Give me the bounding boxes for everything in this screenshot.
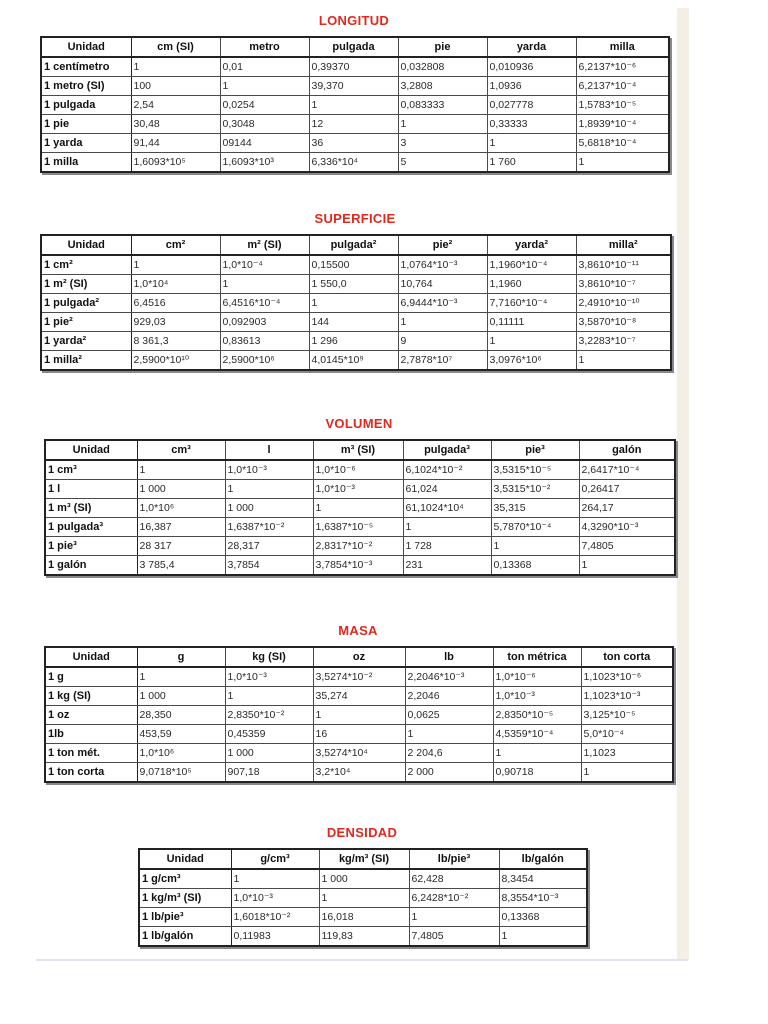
- row-label: 1 g: [45, 667, 137, 687]
- table-cell: 09144: [220, 134, 309, 153]
- table-cell: 1,0*10⁻⁶: [493, 667, 581, 687]
- table-cell: 1: [137, 667, 225, 687]
- table-cell: 1,1023*10⁻⁶: [581, 667, 673, 687]
- column-header: kg (SI): [225, 647, 313, 667]
- row-label: 1lb: [45, 725, 137, 744]
- table-cell: 8,3554*10⁻³: [499, 889, 587, 908]
- table-row: [139, 869, 587, 889]
- column-header: Unidad: [41, 235, 131, 255]
- column-header: lb/pie³: [409, 849, 499, 869]
- table-cell: 0,15500: [309, 255, 398, 275]
- table-cell: 1,0*10⁻⁴: [220, 255, 309, 275]
- table-cell: 1: [313, 706, 405, 725]
- table-row: [41, 275, 671, 294]
- table-row: [45, 556, 675, 576]
- table-row: [139, 889, 587, 908]
- table-cell: 1,6387*10⁻²: [225, 518, 313, 537]
- header-row: [41, 235, 671, 255]
- table-cell: 0,083333: [398, 96, 487, 115]
- table-cell: 1 296: [309, 332, 398, 351]
- table-cell: 2 204,6: [405, 744, 493, 763]
- table-cell: 1: [581, 763, 673, 783]
- table-cell: 1,0764*10⁻³: [398, 255, 487, 275]
- table-cell: 16,387: [137, 518, 225, 537]
- table-cell: 6,2137*10⁻⁶: [576, 57, 669, 77]
- table-cell: 1: [576, 153, 669, 173]
- table-cell: 0,0625: [405, 706, 493, 725]
- table-cell: 3,8610*10⁻⁷: [576, 275, 671, 294]
- table-row: [45, 518, 675, 537]
- table-row: [45, 744, 673, 763]
- table-row: [45, 706, 673, 725]
- table-cell: 1,5783*10⁻⁵: [576, 96, 669, 115]
- table-cell: 0,33333: [487, 115, 576, 134]
- column-header: Unidad: [139, 849, 231, 869]
- table-cell: 1: [225, 480, 313, 499]
- table-cell: 264,17: [579, 499, 675, 518]
- table-cell: 1,1960*10⁻⁴: [487, 255, 576, 275]
- row-label: 1 metro (SI): [41, 77, 131, 96]
- table-cell: 3 785,4: [137, 556, 225, 576]
- header-row: [45, 440, 675, 460]
- table-cell: 1: [487, 134, 576, 153]
- table-cell: 1,6093*10⁵: [131, 153, 220, 173]
- column-header: pie: [398, 37, 487, 57]
- table-cell: 100: [131, 77, 220, 96]
- table-cell: 1,0*10⁶: [137, 499, 225, 518]
- table-cell: 1,0*10⁻³: [493, 687, 581, 706]
- table-row: [41, 332, 671, 351]
- table-cell: 0,027778: [487, 96, 576, 115]
- table-row: [41, 134, 669, 153]
- table-cell: 907,18: [225, 763, 313, 783]
- table-cell: 1 000: [319, 869, 409, 889]
- table-cell: 7,4805: [409, 927, 499, 947]
- table-cell: 2,2046: [405, 687, 493, 706]
- right-margin-strip: [677, 8, 689, 960]
- table-cell: 2,2046*10⁻³: [405, 667, 493, 687]
- column-header: cm³: [137, 440, 225, 460]
- column-header: yarda²: [487, 235, 576, 255]
- table-cell: 0,39370: [309, 57, 398, 77]
- row-label: 1 pulgada: [41, 96, 131, 115]
- table-cell: 3,2283*10⁻⁷: [576, 332, 671, 351]
- column-header: pie²: [398, 235, 487, 255]
- table-cell: 1: [576, 351, 671, 371]
- table-cell: 12: [309, 115, 398, 134]
- table-cell: 2,54: [131, 96, 220, 115]
- table-cell: 3,2*10⁴: [313, 763, 405, 783]
- row-label: 1 kg (SI): [45, 687, 137, 706]
- section-volumen: [44, 413, 674, 571]
- table-cell: 16: [313, 725, 405, 744]
- table-cell: 6,4516*10⁻⁴: [220, 294, 309, 313]
- table-row: [139, 908, 587, 927]
- table-cell: 1 000: [225, 744, 313, 763]
- table-cell: 6,1024*10⁻²: [403, 460, 491, 480]
- table-cell: 62,428: [409, 869, 499, 889]
- column-header: ton corta: [581, 647, 673, 667]
- table-row: [45, 763, 673, 783]
- table-cell: 1,0*10⁶: [137, 744, 225, 763]
- row-label: 1 l: [45, 480, 137, 499]
- table-row: [45, 537, 675, 556]
- table-cell: 5: [398, 153, 487, 173]
- table-row: [45, 480, 675, 499]
- header-row: [41, 37, 669, 57]
- table-cell: 1,8939*10⁻⁴: [576, 115, 669, 134]
- table-row: [45, 460, 675, 480]
- table-row: [45, 667, 673, 687]
- row-label: 1 cm²: [41, 255, 131, 275]
- table-cell: 1: [409, 908, 499, 927]
- table-cell: 1: [225, 687, 313, 706]
- table-row: [41, 255, 671, 275]
- column-header: lb: [405, 647, 493, 667]
- table-cell: 0,092903: [220, 313, 309, 332]
- row-label: 1 milla: [41, 153, 131, 173]
- column-header: metro: [220, 37, 309, 57]
- column-header: oz: [313, 647, 405, 667]
- table-cell: 3,5274*10⁴: [313, 744, 405, 763]
- table-cell: 5,0*10⁻⁴: [581, 725, 673, 744]
- table-cell: 6,2428*10⁻²: [409, 889, 499, 908]
- table-row: [45, 725, 673, 744]
- column-header: ton métrica: [493, 647, 581, 667]
- table-cell: 4,0145*10⁹: [309, 351, 398, 371]
- header-row: [139, 849, 587, 869]
- table-cell: 1 000: [137, 480, 225, 499]
- table-cell: 3,2808: [398, 77, 487, 96]
- table-cell: 6,336*10⁴: [309, 153, 398, 173]
- row-label: 1 lb/galón: [139, 927, 231, 947]
- conversion-table: [138, 848, 588, 947]
- table-cell: 1: [309, 96, 398, 115]
- table-cell: 61,1024*10⁴: [403, 499, 491, 518]
- table-cell: 1,0*10⁻³: [225, 667, 313, 687]
- table-cell: 3,7854: [225, 556, 313, 576]
- table-cell: 1: [491, 537, 579, 556]
- column-header: pulgada³: [403, 440, 491, 460]
- table-cell: 35,315: [491, 499, 579, 518]
- column-header: galón: [579, 440, 675, 460]
- section-title: SUPERFICIE: [314, 211, 396, 226]
- table-cell: 3,125*10⁻⁵: [581, 706, 673, 725]
- table-cell: 1,0*10⁻³: [231, 889, 319, 908]
- table-cell: 5,7870*10⁻⁴: [491, 518, 579, 537]
- column-header: l: [225, 440, 313, 460]
- table-cell: 1: [131, 57, 220, 77]
- table-cell: 0,3048: [220, 115, 309, 134]
- section-masa: [44, 620, 672, 778]
- table-cell: 0,0254: [220, 96, 309, 115]
- table-cell: 2,5900*10¹⁰: [131, 351, 220, 371]
- column-header: lb/galón: [499, 849, 587, 869]
- table-cell: 3,5870*10⁻⁸: [576, 313, 671, 332]
- bottom-divider: [36, 959, 688, 961]
- column-header: pulgada²: [309, 235, 398, 255]
- table-cell: 91,44: [131, 134, 220, 153]
- table-cell: 231: [403, 556, 491, 576]
- table-cell: 1: [319, 889, 409, 908]
- column-header: pulgada: [309, 37, 398, 57]
- row-label: 1 m³ (SI): [45, 499, 137, 518]
- table-cell: 6,4516: [131, 294, 220, 313]
- column-header: kg/m³ (SI): [319, 849, 409, 869]
- section-densidad: [138, 822, 586, 944]
- table-cell: 6,9444*10⁻³: [398, 294, 487, 313]
- table-cell: 5,6818*10⁻⁴: [576, 134, 669, 153]
- table-cell: 4,5359*10⁻⁴: [493, 725, 581, 744]
- table-cell: 28,317: [225, 537, 313, 556]
- table-cell: 61,024: [403, 480, 491, 499]
- table-row: [45, 687, 673, 706]
- table-cell: 1,0*10⁴: [131, 275, 220, 294]
- table-cell: 144: [309, 313, 398, 332]
- table-cell: 10,764: [398, 275, 487, 294]
- table-row: [41, 96, 669, 115]
- table-cell: 453,59: [137, 725, 225, 744]
- table-cell: 1,6018*10⁻²: [231, 908, 319, 927]
- row-label: 1 yarda: [41, 134, 131, 153]
- section-title: LONGITUD: [318, 13, 390, 28]
- section-title: MASA: [338, 623, 378, 638]
- column-header: g: [137, 647, 225, 667]
- table-cell: 39,370: [309, 77, 398, 96]
- table-cell: 2,8350*10⁻²: [225, 706, 313, 725]
- table-cell: 16,018: [319, 908, 409, 927]
- section-superficie: [40, 208, 670, 366]
- row-label: 1 milla²: [41, 351, 131, 371]
- row-label: 1 pulgada²: [41, 294, 131, 313]
- table-cell: 1,0936: [487, 77, 576, 96]
- row-label: 1 m² (SI): [41, 275, 131, 294]
- table-cell: 8 361,3: [131, 332, 220, 351]
- row-label: 1 cm³: [45, 460, 137, 480]
- table-cell: 0,26417: [579, 480, 675, 499]
- row-label: 1 pie: [41, 115, 131, 134]
- table-cell: 0,11983: [231, 927, 319, 947]
- table-cell: 2,7878*10⁷: [398, 351, 487, 371]
- row-label: 1 kg/m³ (SI): [139, 889, 231, 908]
- table-cell: 1: [398, 313, 487, 332]
- column-header: milla²: [576, 235, 671, 255]
- column-header: yarda: [487, 37, 576, 57]
- table-cell: 1 760: [487, 153, 576, 173]
- row-label: 1 oz: [45, 706, 137, 725]
- table-cell: 0,13368: [491, 556, 579, 576]
- table-cell: 1,6387*10⁻⁵: [313, 518, 403, 537]
- table-row: [41, 351, 671, 371]
- row-label: 1 galón: [45, 556, 137, 576]
- column-header: cm (SI): [131, 37, 220, 57]
- table-cell: 1,1023*10⁻³: [581, 687, 673, 706]
- table-cell: 3,5274*10⁻²: [313, 667, 405, 687]
- table-cell: 0,83613: [220, 332, 309, 351]
- row-label: 1 g/cm³: [139, 869, 231, 889]
- table-cell: 2 000: [405, 763, 493, 783]
- conversion-table: [40, 36, 670, 173]
- table-cell: 1,0*10⁻³: [225, 460, 313, 480]
- table-cell: 1: [220, 77, 309, 96]
- table-row: [41, 313, 671, 332]
- table-cell: 0,010936: [487, 57, 576, 77]
- table-cell: 0,032808: [398, 57, 487, 77]
- table-cell: 1: [137, 460, 225, 480]
- table-cell: 6,2137*10⁻⁴: [576, 77, 669, 96]
- row-label: 1 yarda²: [41, 332, 131, 351]
- table-row: [45, 499, 675, 518]
- section-longitud: [40, 10, 668, 168]
- column-header: milla: [576, 37, 669, 57]
- table-cell: 9,0718*10⁵: [137, 763, 225, 783]
- table-cell: 1,1960: [487, 275, 576, 294]
- table-cell: 2,5900*10⁶: [220, 351, 309, 371]
- column-header: Unidad: [45, 647, 137, 667]
- table-cell: 1: [309, 294, 398, 313]
- column-header: Unidad: [45, 440, 137, 460]
- table-cell: 2,8350*10⁻⁵: [493, 706, 581, 725]
- table-cell: 3,5315*10⁻²: [491, 480, 579, 499]
- table-cell: 4,3290*10⁻³: [579, 518, 675, 537]
- table-cell: 1: [231, 869, 319, 889]
- table-cell: 0,90718: [493, 763, 581, 783]
- row-label: 1 centímetro: [41, 57, 131, 77]
- table-cell: 1: [499, 927, 587, 947]
- table-cell: 1: [313, 499, 403, 518]
- conversion-table: [44, 439, 676, 576]
- table-cell: 1 728: [403, 537, 491, 556]
- table-cell: 28,350: [137, 706, 225, 725]
- table-cell: 2,6417*10⁻⁴: [579, 460, 675, 480]
- table-cell: 3,7854*10⁻³: [313, 556, 403, 576]
- table-cell: 0,01: [220, 57, 309, 77]
- table-cell: 1: [403, 518, 491, 537]
- row-label: 1 ton corta: [45, 763, 137, 783]
- section-title: DENSIDAD: [326, 825, 398, 840]
- table-row: [41, 57, 669, 77]
- table-row: [41, 115, 669, 134]
- row-label: 1 pie³: [45, 537, 137, 556]
- table-cell: 0,11111: [487, 313, 576, 332]
- table-row: [139, 927, 587, 947]
- table-cell: 7,7160*10⁻⁴: [487, 294, 576, 313]
- table-row: [41, 294, 671, 313]
- table-cell: 1,0*10⁻³: [313, 480, 403, 499]
- column-header: pie³: [491, 440, 579, 460]
- table-cell: 0,13368: [499, 908, 587, 927]
- column-header: m² (SI): [220, 235, 309, 255]
- table-cell: 1: [487, 332, 576, 351]
- table-cell: 2,8317*10⁻²: [313, 537, 403, 556]
- column-header: m³ (SI): [313, 440, 403, 460]
- table-cell: 929,03: [131, 313, 220, 332]
- row-label: 1 ton mét.: [45, 744, 137, 763]
- table-cell: 8,3454: [499, 869, 587, 889]
- table-cell: 1,6093*10³: [220, 153, 309, 173]
- table-cell: 1: [131, 255, 220, 275]
- table-cell: 3,8610*10⁻¹¹: [576, 255, 671, 275]
- table-row: [41, 77, 669, 96]
- section-title: VOLUMEN: [325, 416, 393, 431]
- header-row: [45, 647, 673, 667]
- table-cell: 0,45359: [225, 725, 313, 744]
- column-header: Unidad: [41, 37, 131, 57]
- table-cell: 1: [493, 744, 581, 763]
- table-cell: 1 000: [225, 499, 313, 518]
- table-cell: 3: [398, 134, 487, 153]
- table-cell: 1 550,0: [309, 275, 398, 294]
- table-cell: 1: [398, 115, 487, 134]
- table-cell: 1,1023: [581, 744, 673, 763]
- table-cell: 1: [405, 725, 493, 744]
- table-cell: 1,0*10⁻⁶: [313, 460, 403, 480]
- table-cell: 1: [220, 275, 309, 294]
- column-header: cm²: [131, 235, 220, 255]
- column-header: g/cm³: [231, 849, 319, 869]
- table-cell: 1 000: [137, 687, 225, 706]
- table-cell: 1: [579, 556, 675, 576]
- table-cell: 28 317: [137, 537, 225, 556]
- row-label: 1 pulgada³: [45, 518, 137, 537]
- table-row: [41, 153, 669, 173]
- table-cell: 3,0976*10⁶: [487, 351, 576, 371]
- row-label: 1 pie²: [41, 313, 131, 332]
- table-cell: 30,48: [131, 115, 220, 134]
- conversion-table: [40, 234, 672, 371]
- conversion-table: [44, 646, 674, 783]
- table-cell: 7,4805: [579, 537, 675, 556]
- row-label: 1 lb/pie³: [139, 908, 231, 927]
- table-cell: 35,274: [313, 687, 405, 706]
- table-cell: 36: [309, 134, 398, 153]
- table-cell: 119,83: [319, 927, 409, 947]
- table-cell: 9: [398, 332, 487, 351]
- table-cell: 3,5315*10⁻⁵: [491, 460, 579, 480]
- table-cell: 2,4910*10⁻¹⁰: [576, 294, 671, 313]
